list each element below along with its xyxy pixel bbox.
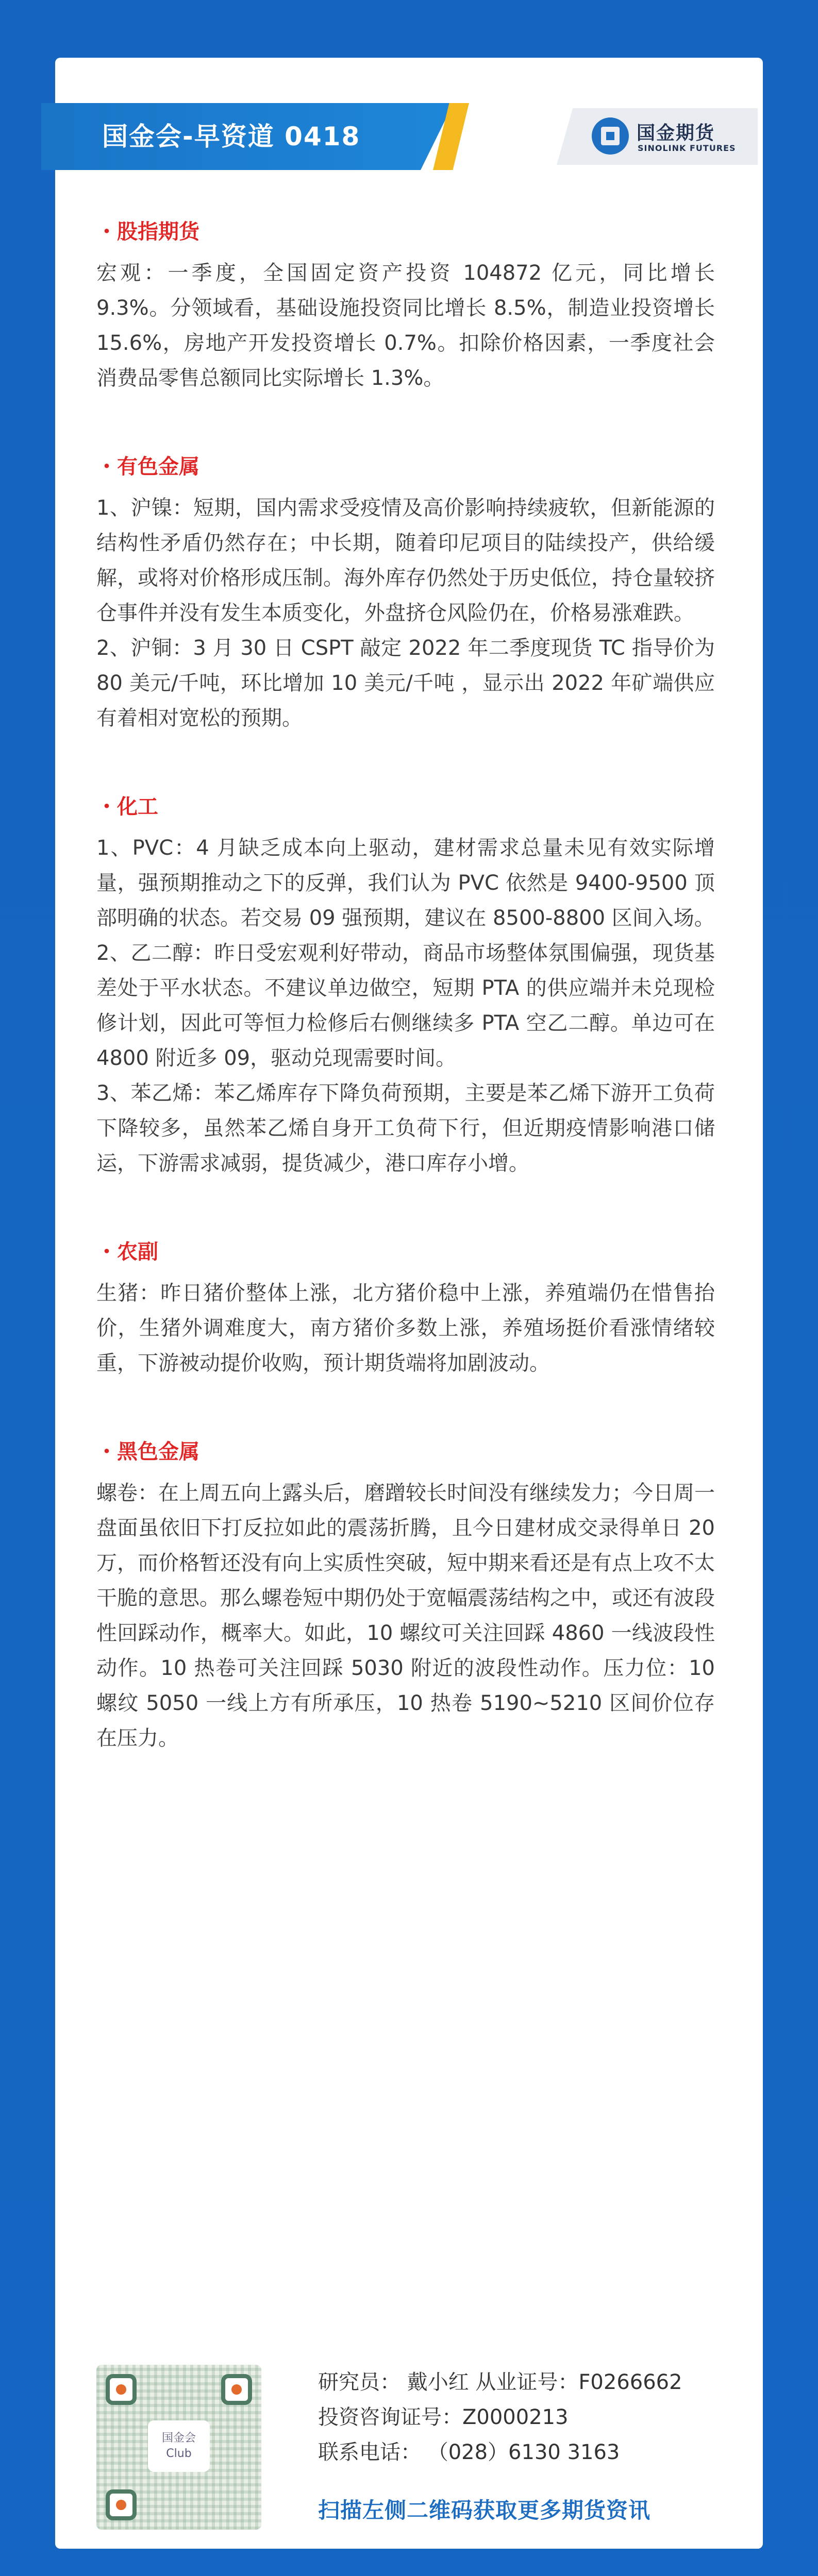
phone-line: 联系电话： （028）6130 3163 <box>318 2441 620 2464</box>
section-paragraph: 1、沪镍：短期，国内需求受疫情及高价影响持续疲软，但新能源的结构性矛盾仍然存在；中长期，随着印尼项目的陆续投产，供给缓解，或将对价格形成压制。海外库存仍然处于历史低位，持仓量较挤仓事件并没有发生本质变化，外盘挤仓风险仍在，价格易涨难跌。 <box>96 496 715 625</box>
section-agriculture <box>96 1236 715 1381</box>
section-title: ・黑色金属 <box>96 1440 199 1464</box>
sinolink-logo-icon <box>592 117 629 155</box>
section-paragraph: 2、乙二醇：昨日受宏观利好带动，商品市场整体氛围偏强，现货基差处于平水状态。不建议单边做空，短期 PTA 的供应端并未兑现检修计划，因此可等恒力检修后右侧继续多 PTA 空乙二醇。单边可在 4800 附近多 09，驱动兑现需要时间。 <box>96 941 715 1070</box>
consult-cert-line: 投资咨询证号：Z0000213 <box>318 2405 569 2429</box>
qr-finder-icon <box>106 2374 137 2405</box>
section-nonferrous <box>96 451 715 736</box>
researcher-line: 研究员： 戴小红 从业证号：F0266662 <box>318 2370 682 2394</box>
section-chemicals <box>96 791 715 1181</box>
qr-code[interactable] <box>96 2365 261 2530</box>
logo-text-en: SINOLINK FUTURES <box>638 143 736 153</box>
qr-label-line2: Club <box>166 2447 192 2460</box>
section-paragraph: 3、苯乙烯：苯乙烯库存下降负荷预期，主要是苯乙烯下游开工负荷下降较多，虽然苯乙烯自身开工负荷下行，但近期疫情影响港口储运，下游需求减弱，提货减少，港口库存小增。 <box>96 1081 715 1175</box>
section-ferrous <box>96 1436 715 1756</box>
section-title: ・化工 <box>96 795 158 819</box>
section-paragraph: 1、PVC：4 月缺乏成本向上驱动，建材需求总量未见有效实际增量，强预期推动之下的反弹，我们认为 PVC 依然是 9400-9500 顶部明确的状态。若交易 09 强预期，建议在 8500-8800 区间入场。 <box>96 836 715 930</box>
report-content <box>96 216 715 1811</box>
section-paragraph: 生猪：昨日猪价整体上涨，北方猪价稳中上涨，养殖端仍在惜售抬价，生猪外调难度大，南方猪价多数上涨，养殖场挺价看涨情绪较重，下游被动提价收购，预计期货端将加剧波动。 <box>96 1281 715 1375</box>
section-stock-index <box>96 216 715 396</box>
header-banner <box>41 103 783 170</box>
footer-contact <box>96 2365 725 2530</box>
qr-finder-icon <box>221 2374 252 2405</box>
qr-label-line1: 国金会 <box>161 2432 196 2445</box>
section-paragraph: 宏观：一季度，全国固定资产投资 104872 亿元，同比增长 9.3%。分领域看，基础设施投资同比增长 8.5%，制造业投资增长 15.6%，房地产开发投资增长 0.7%。扣除价格因素，一季度社会消费品零售总额同比实际增长 1.3%。 <box>96 261 715 390</box>
scan-tip: 扫描左侧二维码获取更多期货资讯 <box>318 2498 651 2523</box>
qr-center-label <box>148 2420 210 2472</box>
section-paragraph: 螺卷：在上周五向上露头后，磨蹭较长时间没有继续发力；今日周一盘面虽依旧下打反拉如此的震荡折腾，且今日建材成交录得单日 20 万，而价格暂还没有向上实质性突破，短中期来看还是有点上攻不太干脆的意思。那么螺卷短中期仍处于宽幅震荡结构之中，或还有波段性回踩动作，概率大。如此，10 螺纹可关注回踩 4860 一线波段性动作。10 热卷可关注回踩 5030 附近的波段性动作。压力位：10 螺纹 5050 一线上方有所承压，10 热卷 5190~5210 区间价位存在压力。 <box>96 1481 715 1750</box>
section-title: ・股指期货 <box>96 220 199 244</box>
contact-info <box>318 2365 720 2470</box>
page-title: 国金会-早资道 0418 <box>102 122 361 151</box>
section-title: ・有色金属 <box>96 455 199 479</box>
qr-finder-icon <box>106 2489 137 2520</box>
logo-text-cn: 国金期货 <box>637 123 715 144</box>
section-title: ・农副 <box>96 1240 158 1264</box>
section-paragraph: 2、沪铜：3 月 30 日 CSPT 敲定 2022 年二季度现货 TC 指导价为 80 美元/千吨，环比增加 10 美元/千吨 ，显示出 2022 年矿端供应有着相对宽松的预期。 <box>96 636 715 730</box>
